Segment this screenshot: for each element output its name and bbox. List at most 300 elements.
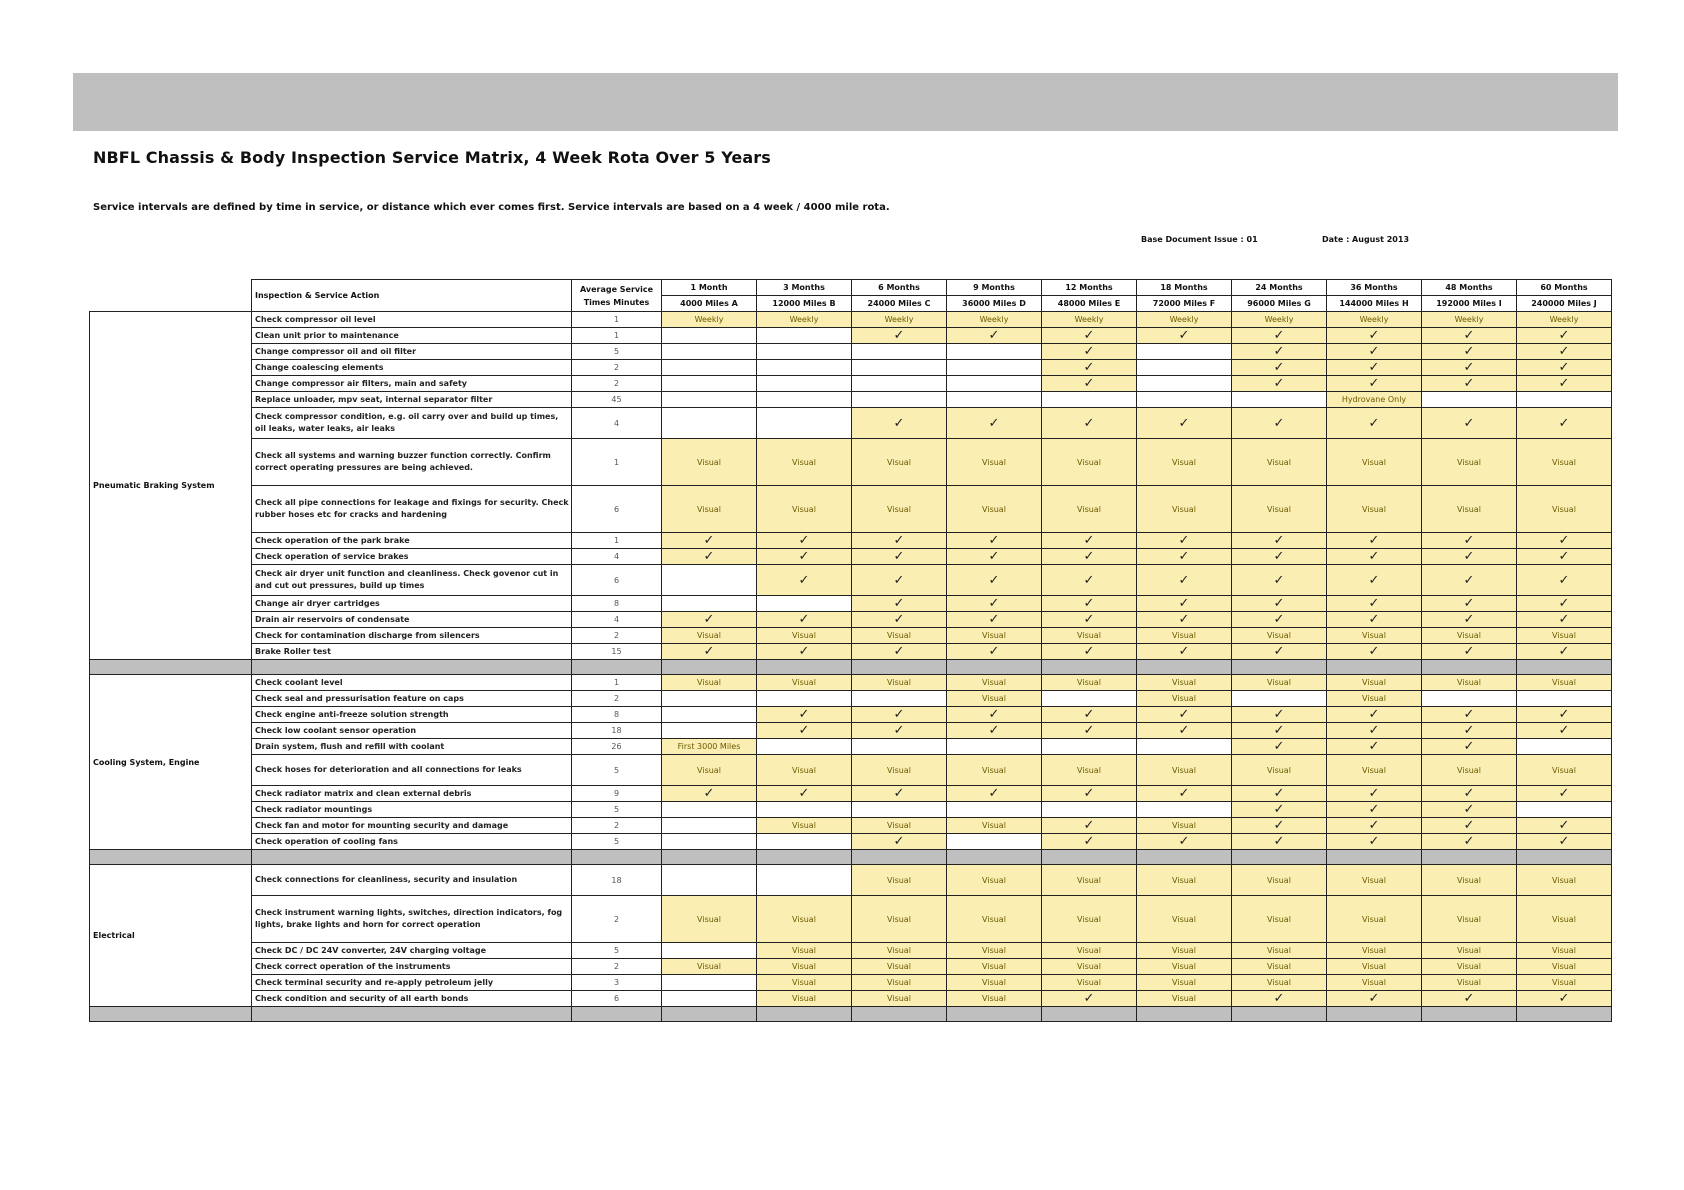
check-mark-cell: ✓ [1042,786,1137,802]
separator-cell [1232,1007,1327,1022]
check-mark-cell: ✓ [1137,565,1232,596]
check-mark-cell: ✓ [852,612,947,628]
table-row [90,344,1612,360]
empty-interval-cell [757,834,852,850]
check-mark-cell: ✓ [662,533,757,549]
check-mark-cell: ✓ [852,328,947,344]
interval-cell: Visual [1232,628,1327,644]
interval-cell: Visual [947,691,1042,707]
empty-interval-cell [1137,739,1232,755]
interval-cell: Visual [1327,675,1422,691]
check-mark-cell: ✓ [852,834,947,850]
interval-cell: Visual [757,896,852,943]
column-header-action: Inspection & Service Action [252,280,572,312]
interval-cell: Visual [1422,439,1517,486]
check-mark-cell: ✓ [1232,360,1327,376]
avg-time-cell: 5 [572,344,662,360]
avg-time-cell: 2 [572,376,662,392]
interval-cell: Visual [1042,896,1137,943]
corner-cell [90,280,252,312]
interval-cell: Visual [1422,959,1517,975]
check-mark-cell: ✓ [1422,802,1517,818]
header-row-periods [90,280,1612,296]
table-row [90,691,1612,707]
section-label: Pneumatic Braking System [90,312,252,660]
empty-interval-cell [1137,392,1232,408]
separator-cell [1327,660,1422,675]
check-mark-cell: ✓ [1232,991,1327,1007]
check-mark-cell: ✓ [757,549,852,565]
interval-cell: Visual [757,755,852,786]
base-document-issue: Base Document Issue : 01 [1141,235,1258,244]
check-mark-cell: ✓ [1137,328,1232,344]
interval-cell: Visual [662,628,757,644]
check-mark-cell: ✓ [757,723,852,739]
check-mark-cell: ✓ [1517,549,1612,565]
check-mark-cell: ✓ [852,707,947,723]
avg-time-cell: 2 [572,896,662,943]
interval-cell: Visual [662,486,757,533]
column-header-period: 12 Months [1042,280,1137,296]
interval-cell: Visual [1517,486,1612,533]
avg-time-cell: 5 [572,943,662,959]
check-mark-cell: ✓ [1422,991,1517,1007]
interval-cell: Visual [757,628,852,644]
action-cell: Check correct operation of the instruments [252,959,572,975]
interval-cell: Weekly [662,312,757,328]
interval-cell: Visual [1327,959,1422,975]
check-mark-cell: ✓ [1042,408,1137,439]
interval-cell: Visual [852,896,947,943]
check-mark-cell: ✓ [1517,818,1612,834]
check-mark-cell: ✓ [1327,376,1422,392]
check-mark-cell: ✓ [1232,834,1327,850]
table-row [90,408,1612,439]
interval-cell: Visual [947,675,1042,691]
interval-cell: Visual [852,486,947,533]
table-row [90,565,1612,596]
separator-cell [572,660,662,675]
empty-interval-cell [757,408,852,439]
check-mark-cell: ✓ [1232,565,1327,596]
interval-cell: Visual [947,755,1042,786]
interval-cell: Weekly [947,312,1042,328]
separator-cell [1517,1007,1612,1022]
check-mark-cell: ✓ [1137,786,1232,802]
separator-cell [1422,850,1517,865]
action-cell: Check radiator matrix and clean external debris [252,786,572,802]
table-row [90,723,1612,739]
check-mark-cell: ✓ [1042,723,1137,739]
check-mark-cell: ✓ [1232,596,1327,612]
document-date: Date : August 2013 [1322,235,1410,244]
action-cell: Check condition and security of all earth bonds [252,991,572,1007]
check-mark-cell: ✓ [662,644,757,660]
section-separator [90,1007,1612,1022]
table-row [90,802,1612,818]
check-mark-cell: ✓ [1042,818,1137,834]
check-mark-cell: ✓ [947,533,1042,549]
empty-interval-cell [947,376,1042,392]
interval-cell: Visual [852,818,947,834]
check-mark-cell: ✓ [1137,644,1232,660]
empty-interval-cell [662,943,757,959]
separator-cell [662,1007,757,1022]
table-row [90,834,1612,850]
interval-cell: Visual [662,675,757,691]
action-cell: Clean unit prior to maintenance [252,328,572,344]
interval-cell: Visual [1327,486,1422,533]
table-row [90,439,1612,486]
check-mark-cell: ✓ [947,786,1042,802]
separator-cell [852,660,947,675]
table-row [90,628,1612,644]
interval-cell: Weekly [852,312,947,328]
check-mark-cell: ✓ [1517,565,1612,596]
check-mark-cell: ✓ [1137,612,1232,628]
empty-interval-cell [1042,691,1137,707]
separator-cell [947,1007,1042,1022]
interval-cell: Visual [1232,675,1327,691]
avg-time-cell: 2 [572,360,662,376]
avg-header-line1: Average Service [579,284,654,294]
check-mark-cell: ✓ [1232,612,1327,628]
avg-time-cell: 2 [572,818,662,834]
separator-cell [90,660,252,675]
check-mark-cell: ✓ [1232,533,1327,549]
check-mark-cell: ✓ [1422,786,1517,802]
table-row [90,739,1612,755]
check-mark-cell: ✓ [1517,786,1612,802]
check-mark-cell: ✓ [1327,707,1422,723]
interval-cell: Visual [662,959,757,975]
empty-interval-cell [757,376,852,392]
check-mark-cell: ✓ [1422,328,1517,344]
interval-cell: Visual [1327,691,1422,707]
check-mark-cell: ✓ [1327,739,1422,755]
check-mark-cell: ✓ [1327,360,1422,376]
interval-cell: Visual [662,439,757,486]
check-mark-cell: ✓ [757,612,852,628]
check-mark-cell: ✓ [1327,344,1422,360]
interval-cell: Visual [1042,439,1137,486]
empty-interval-cell [1517,802,1612,818]
empty-interval-cell [757,328,852,344]
empty-interval-cell [947,834,1042,850]
check-mark-cell: ✓ [1517,408,1612,439]
check-mark-cell: ✓ [1232,723,1327,739]
header-banner [73,73,1618,131]
empty-interval-cell [662,975,757,991]
interval-cell: Weekly [1517,312,1612,328]
separator-cell [1232,850,1327,865]
table-row [90,896,1612,943]
interval-cell: Visual [1042,959,1137,975]
check-mark-cell: ✓ [757,644,852,660]
interval-cell: Visual [1232,865,1327,896]
interval-cell: Weekly [1137,312,1232,328]
avg-time-cell: 1 [572,675,662,691]
interval-cell: Visual [1137,628,1232,644]
action-cell: Check operation of cooling fans [252,834,572,850]
column-header-miles: 72000 Miles F [1137,296,1232,312]
separator-cell [947,660,1042,675]
empty-interval-cell [947,344,1042,360]
section-label: Cooling System, Engine [90,675,252,850]
interval-cell: Visual [852,991,947,1007]
interval-cell: Visual [1232,943,1327,959]
action-cell: Replace unloader, mpv seat, internal separator filter [252,392,572,408]
avg-time-cell: 4 [572,549,662,565]
action-cell: Check seal and pressurisation feature on caps [252,691,572,707]
interval-cell: Visual [1042,628,1137,644]
check-mark-cell: ✓ [1422,723,1517,739]
empty-interval-cell [1517,691,1612,707]
interval-cell: Visual [1517,628,1612,644]
empty-interval-cell [662,691,757,707]
table-row [90,486,1612,533]
empty-interval-cell [852,739,947,755]
check-mark-cell: ✓ [1042,596,1137,612]
interval-cell: Visual [1232,896,1327,943]
interval-cell: Visual [662,896,757,943]
check-mark-cell: ✓ [1232,707,1327,723]
action-cell: Check compressor condition, e.g. oil carry over and build up times, oil leaks, water leaks, air leaks [252,408,572,439]
action-cell: Check instrument warning lights, switches, direction indicators, fog lights, brake lights and horn for correct operation [252,896,572,943]
check-mark-cell: ✓ [1327,644,1422,660]
table-row [90,549,1612,565]
empty-interval-cell [852,344,947,360]
empty-interval-cell [662,865,757,896]
interval-cell: Hydrovane Only [1327,392,1422,408]
check-mark-cell: ✓ [1232,644,1327,660]
interval-cell: Visual [852,675,947,691]
avg-time-cell: 8 [572,707,662,723]
interval-cell: Visual [1422,896,1517,943]
separator-cell [1042,660,1137,675]
avg-time-cell: 5 [572,834,662,850]
table-row [90,865,1612,896]
check-mark-cell: ✓ [662,786,757,802]
interval-cell: Visual [1327,896,1422,943]
empty-interval-cell [852,691,947,707]
column-header-miles: 96000 Miles G [1232,296,1327,312]
check-mark-cell: ✓ [1137,834,1232,850]
check-mark-cell: ✓ [1327,818,1422,834]
separator-cell [662,850,757,865]
column-header-miles: 12000 Miles B [757,296,852,312]
interval-cell: Visual [1327,755,1422,786]
separator-cell [852,850,947,865]
check-mark-cell: ✓ [1232,786,1327,802]
empty-interval-cell [1422,392,1517,408]
empty-interval-cell [852,392,947,408]
interval-cell: Visual [852,439,947,486]
table-row [90,392,1612,408]
check-mark-cell: ✓ [1327,596,1422,612]
interval-cell: Visual [852,943,947,959]
separator-cell [1422,1007,1517,1022]
empty-interval-cell [662,328,757,344]
interval-cell: Visual [1042,755,1137,786]
interval-cell: Visual [1517,896,1612,943]
interval-cell: First 3000 Miles [662,739,757,755]
avg-time-cell: 5 [572,755,662,786]
interval-cell: Visual [947,959,1042,975]
empty-interval-cell [662,344,757,360]
empty-interval-cell [1137,802,1232,818]
column-header-miles: 36000 Miles D [947,296,1042,312]
empty-interval-cell [1042,802,1137,818]
avg-time-cell: 1 [572,328,662,344]
check-mark-cell: ✓ [947,707,1042,723]
interval-cell: Visual [852,865,947,896]
action-cell: Change coalescing elements [252,360,572,376]
interval-cell: Visual [1232,975,1327,991]
interval-cell: Visual [757,959,852,975]
check-mark-cell: ✓ [1517,328,1612,344]
check-mark-cell: ✓ [1422,549,1517,565]
interval-cell: Visual [1327,439,1422,486]
separator-cell [1137,1007,1232,1022]
separator-cell [1042,1007,1137,1022]
empty-interval-cell [757,360,852,376]
check-mark-cell: ✓ [1517,644,1612,660]
interval-cell: Visual [1232,486,1327,533]
interval-cell: Visual [1137,439,1232,486]
check-mark-cell: ✓ [947,328,1042,344]
action-cell: Drain system, flush and refill with coolant [252,739,572,755]
avg-time-cell: 26 [572,739,662,755]
interval-cell: Visual [852,975,947,991]
check-mark-cell: ✓ [1042,834,1137,850]
interval-cell: Visual [1137,865,1232,896]
avg-time-cell: 2 [572,691,662,707]
interval-cell: Visual [757,486,852,533]
interval-cell: Visual [1422,486,1517,533]
check-mark-cell: ✓ [1137,533,1232,549]
interval-cell: Visual [662,755,757,786]
empty-interval-cell [1042,392,1137,408]
empty-interval-cell [662,408,757,439]
interval-cell: Visual [947,943,1042,959]
empty-interval-cell [1232,691,1327,707]
section-separator [90,660,1612,675]
interval-cell: Visual [947,865,1042,896]
column-header-period: 36 Months [1327,280,1422,296]
action-cell: Change air dryer cartridges [252,596,572,612]
action-cell: Check connections for cleanliness, security and insulation [252,865,572,896]
check-mark-cell: ✓ [1327,533,1422,549]
check-mark-cell: ✓ [757,786,852,802]
interval-cell: Visual [1137,959,1232,975]
empty-interval-cell [947,392,1042,408]
column-header-period: 1 Month [662,280,757,296]
check-mark-cell: ✓ [1232,408,1327,439]
check-mark-cell: ✓ [852,596,947,612]
separator-cell [757,1007,852,1022]
action-cell: Check compressor oil level [252,312,572,328]
empty-interval-cell [1232,392,1327,408]
interval-cell: Visual [1232,755,1327,786]
check-mark-cell: ✓ [1422,612,1517,628]
avg-time-cell: 18 [572,865,662,896]
avg-time-cell: 18 [572,723,662,739]
empty-interval-cell [662,392,757,408]
check-mark-cell: ✓ [947,612,1042,628]
interval-cell: Visual [1517,959,1612,975]
empty-interval-cell [1137,360,1232,376]
check-mark-cell: ✓ [1327,786,1422,802]
avg-time-cell: 2 [572,959,662,975]
interval-cell: Visual [1042,675,1137,691]
interval-cell: Weekly [1327,312,1422,328]
column-header-miles: 240000 Miles J [1517,296,1612,312]
empty-interval-cell [852,376,947,392]
check-mark-cell: ✓ [1517,723,1612,739]
check-mark-cell: ✓ [1327,991,1422,1007]
separator-cell [947,850,1042,865]
action-cell: Check fan and motor for mounting security and damage [252,818,572,834]
action-cell: Brake Roller test [252,644,572,660]
interval-cell: Visual [947,896,1042,943]
check-mark-cell: ✓ [852,549,947,565]
check-mark-cell: ✓ [1042,344,1137,360]
column-header-miles: 192000 Miles I [1422,296,1517,312]
action-cell: Check air dryer unit function and cleanliness. Check govenor cut in and cut out pressures, build up times [252,565,572,596]
separator-cell [252,660,572,675]
action-cell: Check hoses for deterioration and all connections for leaks [252,755,572,786]
interval-cell: Visual [1422,943,1517,959]
avg-time-cell: 15 [572,644,662,660]
check-mark-cell: ✓ [1517,344,1612,360]
check-mark-cell: ✓ [1327,328,1422,344]
table-row [90,943,1612,959]
interval-cell: Weekly [1232,312,1327,328]
check-mark-cell: ✓ [852,786,947,802]
action-cell: Change compressor oil and oil filter [252,344,572,360]
check-mark-cell: ✓ [1042,376,1137,392]
check-mark-cell: ✓ [1137,408,1232,439]
check-mark-cell: ✓ [1517,360,1612,376]
check-mark-cell: ✓ [662,549,757,565]
check-mark-cell: ✓ [757,533,852,549]
interval-cell: Visual [1042,943,1137,959]
interval-cell: Visual [1422,865,1517,896]
check-mark-cell: ✓ [1042,707,1137,723]
column-header-avg-time [572,280,662,312]
check-mark-cell: ✓ [947,549,1042,565]
check-mark-cell: ✓ [1517,533,1612,549]
check-mark-cell: ✓ [1327,565,1422,596]
empty-interval-cell [662,991,757,1007]
interval-cell: Visual [1517,865,1612,896]
separator-cell [757,850,852,865]
interval-cell: Visual [852,959,947,975]
table-row [90,533,1612,549]
check-mark-cell: ✓ [1232,818,1327,834]
check-mark-cell: ✓ [1517,707,1612,723]
page-title: NBFL Chassis & Body Inspection Service Matrix, 4 Week Rota Over 5 Years [93,148,771,167]
avg-time-cell: 6 [572,991,662,1007]
check-mark-cell: ✓ [1042,549,1137,565]
column-header-miles: 144000 Miles H [1327,296,1422,312]
table-row [90,786,1612,802]
separator-cell [1232,660,1327,675]
check-mark-cell: ✓ [1232,328,1327,344]
interval-cell: Visual [1232,959,1327,975]
empty-interval-cell [662,723,757,739]
